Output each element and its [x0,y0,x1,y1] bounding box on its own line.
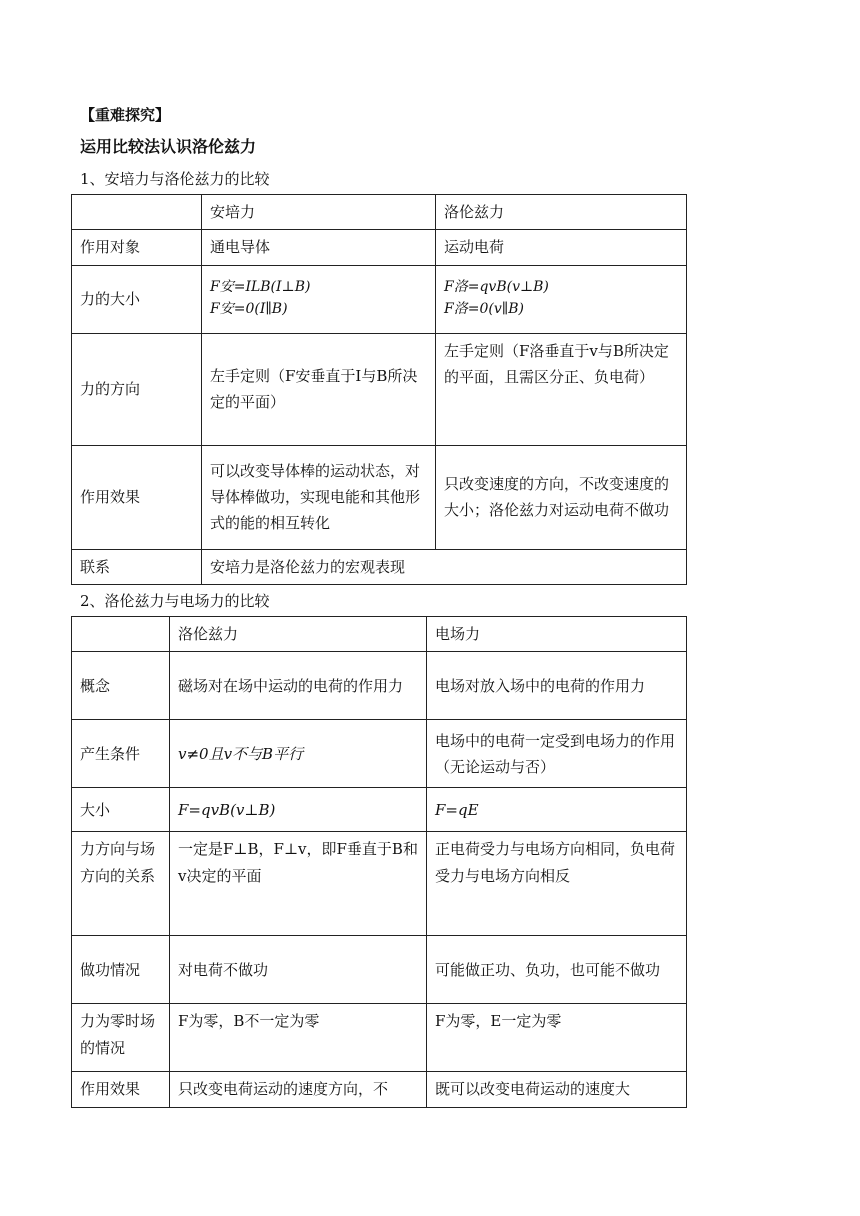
table-cell: 只改变电荷运动的速度方向，不 [170,1072,427,1107]
table-row [72,617,687,652]
table2-caption: 2、洛伦兹力与电场力的比较 [80,592,270,610]
table-cell [436,265,687,333]
ampere-lorentz-table [71,194,687,585]
table-cell: F=qE [427,788,687,832]
row-label: 力的方向 [72,333,202,445]
table-header-cell: 安培力 [202,195,436,230]
row-label: 概念 [72,652,170,720]
table-header-cell: 洛伦兹力 [436,195,687,230]
table-row [72,230,687,265]
table-cell: 可以改变导体棒的运动状态，对导体棒做功，实现电能和其他形式的能的相互转化 [202,445,436,549]
table-header-cell: 电场力 [427,617,687,652]
row-label: 做功情况 [72,936,170,1004]
table-cell: 可能做正功、负功，也可能不做功 [427,936,687,1004]
table-row [72,936,687,1004]
table-cell: 对电荷不做功 [170,936,427,1004]
table-cell: 正电荷受力与电场方向相同，负电荷受力与电场方向相反 [427,832,687,936]
table-cell: 只改变速度的方向，不改变速度的大小；洛伦兹力对运动电荷不做功 [436,445,687,549]
table1-caption: 1、安培力与洛伦兹力的比较 [80,170,270,188]
table-header-cell [72,195,202,230]
table-cell: v≠0且v不与B平行 [170,720,427,788]
table-row [72,445,687,549]
table-row [72,1004,687,1072]
table-cell [202,265,436,333]
table-cell: 电场中的电荷一定受到电场力的作用（无论运动与否） [427,720,687,788]
row-label: 联系 [72,549,202,584]
table-header-cell: 洛伦兹力 [170,617,427,652]
row-label: 力方向与场方向的关系 [72,832,170,936]
table-header-cell [72,617,170,652]
table-cell: 运动电荷 [436,230,687,265]
row-label: 作用效果 [72,1072,170,1107]
row-label: 力的大小 [72,265,202,333]
table-cell: 左手定则（F安垂直于I与B所决定的平面） [202,333,436,445]
row-label: 力为零时场的情况 [72,1004,170,1072]
table-cell: F为零，B不一定为零 [170,1004,427,1072]
row-label: 产生条件 [72,720,170,788]
table-cell: F为零，E一定为零 [427,1004,687,1072]
table-row [72,832,687,936]
table-row [72,195,687,230]
table-row [72,333,687,445]
table-cell-merged: 安培力是洛伦兹力的宏观表现 [202,549,687,584]
table-cell: 通电导体 [202,230,436,265]
table-row [72,652,687,720]
topic-title: 运用比较法认识洛伦兹力 [80,137,257,156]
table-cell: 既可以改变电荷运动的速度大 [427,1072,687,1107]
table-row [72,549,687,584]
formula: F洛=0(v∥B) [444,301,524,317]
formula: F安=ILB(I⊥B) [210,279,311,296]
table-row [72,720,687,788]
lorentz-electric-table [71,616,687,1108]
table-row [72,265,687,333]
table-row [72,788,687,832]
row-label: 大小 [72,788,170,832]
formula: F安=0(I∥B) [210,301,288,317]
table-cell: 一定是F⊥B，F⊥v，即F垂直于B和v决定的平面 [170,832,427,936]
table-cell: 磁场对在场中运动的电荷的作用力 [170,652,427,720]
table-cell: 电场对放入场中的电荷的作用力 [427,652,687,720]
section-title: 【重难探究】 [80,106,171,124]
table-cell: F=qvB(v⊥B) [170,788,427,832]
table-row [72,1072,687,1107]
table-cell: 左手定则（F洛垂直于v与B所决定的平面，且需区分正、负电荷） [436,333,687,445]
row-label: 作用效果 [72,445,202,549]
row-label: 作用对象 [72,230,202,265]
formula: F洛=qvB(v⊥B) [444,279,549,296]
